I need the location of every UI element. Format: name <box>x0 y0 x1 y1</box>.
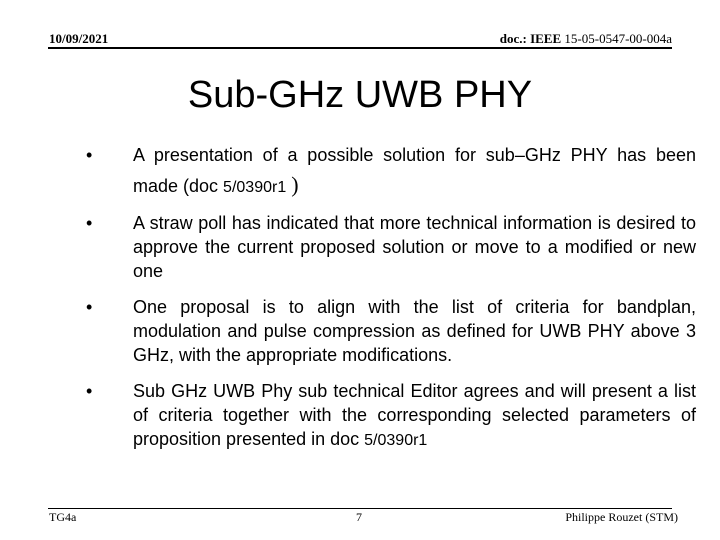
slide-title: Sub-GHz UWB PHY <box>187 74 533 116</box>
bullet-text: Sub GHz UWB Phy sub technical Editor agrees and will present a list of criteria together with the corresponding selected parameters of proposition presented in doc <box>133 381 696 449</box>
footer-group-label: TG4a <box>49 510 77 524</box>
footer-author: Philippe Rouzet (STM) <box>565 510 678 524</box>
bullet-marker: • <box>86 381 93 401</box>
bullet-item-1 <box>78 140 696 203</box>
closing-paren: ) <box>291 172 299 197</box>
bullet-item-3 <box>78 295 696 367</box>
bullet-item-2 <box>78 211 696 283</box>
header-doc-number: 15-05-0547-00-004a <box>564 31 672 46</box>
doc-reference: 5/0390r1 <box>223 179 287 196</box>
bullet-list <box>78 140 696 465</box>
header-doc-prefix: doc.: IEEE <box>499 31 562 46</box>
header-date: 10/09/2021 <box>49 31 109 46</box>
header-doc-id <box>500 31 672 47</box>
bullet-text: One proposal is to align with the list of criteria for bandplan, modulation and pulse compression as defined for UWB PHY above 3 GHz, with the appropriate modifications. <box>133 297 696 365</box>
bullet-marker: • <box>86 297 93 317</box>
doc-reference: 5/0390r1 <box>364 432 428 449</box>
bullet-marker: • <box>86 145 93 165</box>
bullet-item-4 <box>78 379 696 453</box>
page-number: 7 <box>356 510 362 524</box>
bullet-text: A straw poll has indicated that more technical information is desired to approve the current proposed solution or move to a modified or new one <box>133 213 696 281</box>
header-rule <box>48 47 672 49</box>
footer-rule <box>48 508 672 509</box>
bullet-text: A presentation of a possible solution for sub–GHz PHY has been made (doc <box>133 145 696 196</box>
bullet-marker: • <box>86 213 93 233</box>
